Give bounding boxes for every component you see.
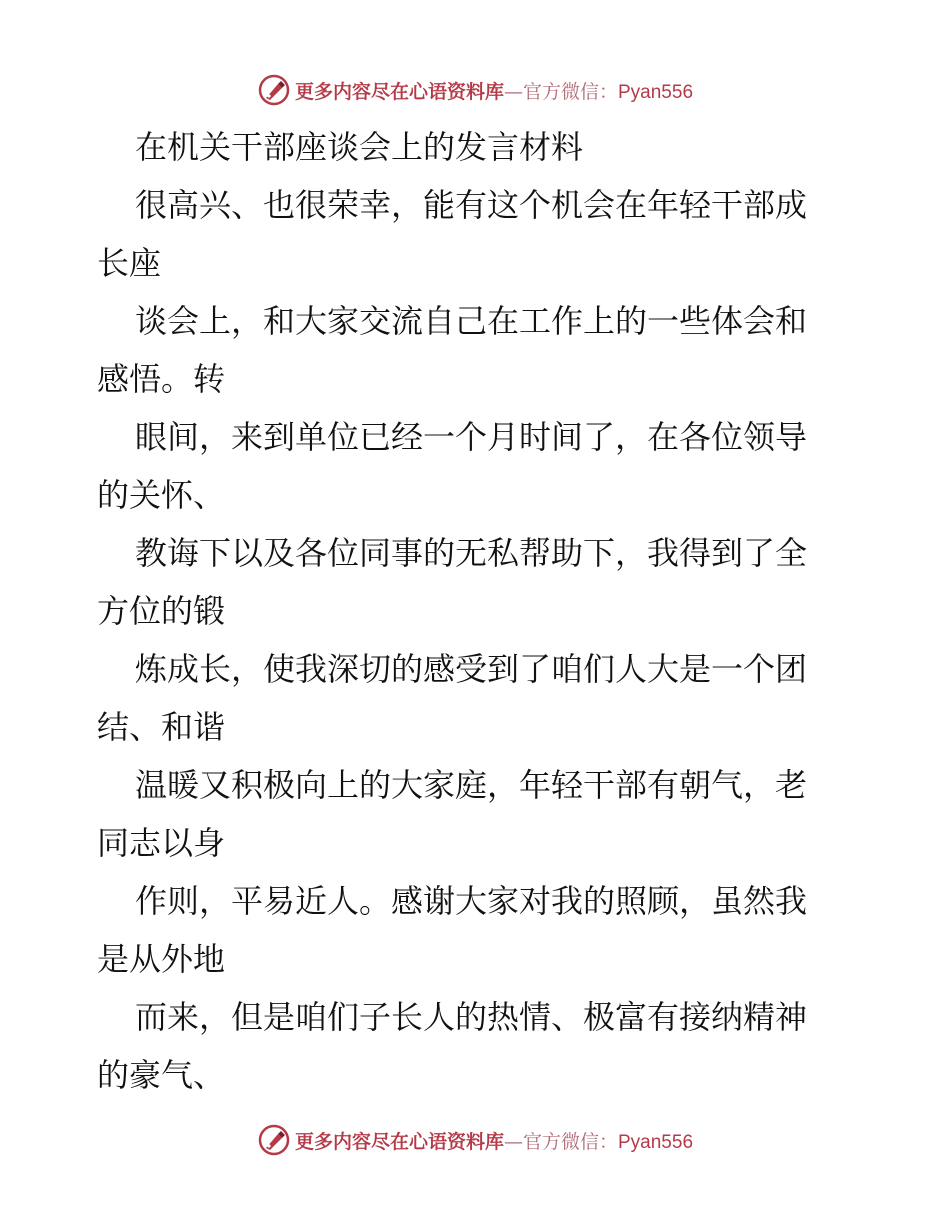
text-line: 教诲下以及各位同事的无私帮助下，我得到了全 <box>135 534 808 572</box>
banner-wechat-label: 官方微信： <box>522 1130 618 1153</box>
banner-wechat-id: Pyan556 <box>618 1131 694 1153</box>
text-line: 长座 <box>97 244 162 282</box>
text-line: 很高兴、也很荣幸，能有这个机会在年轻干部成 <box>135 186 808 224</box>
banner-slogan: 更多内容尽在心语资料库 <box>294 1130 504 1153</box>
banner-slogan: 更多内容尽在心语资料库 <box>294 80 504 103</box>
text-line: 的关怀、 <box>97 476 226 514</box>
text-line: 的豪气、 <box>97 1056 226 1094</box>
text-line: 作则，平易近人。感谢大家对我的照顾，虽然我 <box>135 882 808 920</box>
text-line: 温暖又积极向上的大家庭，年轻干部有朝气，老 <box>135 766 808 804</box>
text-line: 在机关干部座谈会上的发言材料 <box>135 128 584 166</box>
banner-wechat-label: 官方微信： <box>522 80 618 103</box>
text-line: 结、和谐 <box>97 708 226 746</box>
text-line: 而来，但是咱们子长人的热情、极富有接纳精神 <box>135 998 808 1036</box>
text-line: 是从外地 <box>97 940 226 978</box>
text-line: 同志以身 <box>97 824 226 862</box>
text-line: 炼成长，使我深切的感受到了咱们人大是一个团 <box>135 650 808 688</box>
banner-wechat-id: Pyan556 <box>618 81 694 103</box>
text-line: 方位的锻 <box>97 592 226 630</box>
text-line: 感悟。转 <box>97 360 226 398</box>
text-line: 眼间，来到单位已经一个月时间了，在各位领导 <box>135 418 808 456</box>
footer-banner <box>0 1120 950 1160</box>
banner-separator: — <box>503 80 523 103</box>
document-body <box>97 118 857 1104</box>
banner-separator: — <box>503 1130 523 1153</box>
text-line: 谈会上，和大家交流自己在工作上的一些体会和 <box>135 302 808 340</box>
pen-logo-icon <box>257 73 291 107</box>
pen-logo-icon <box>257 1123 291 1157</box>
header-banner <box>0 70 950 110</box>
